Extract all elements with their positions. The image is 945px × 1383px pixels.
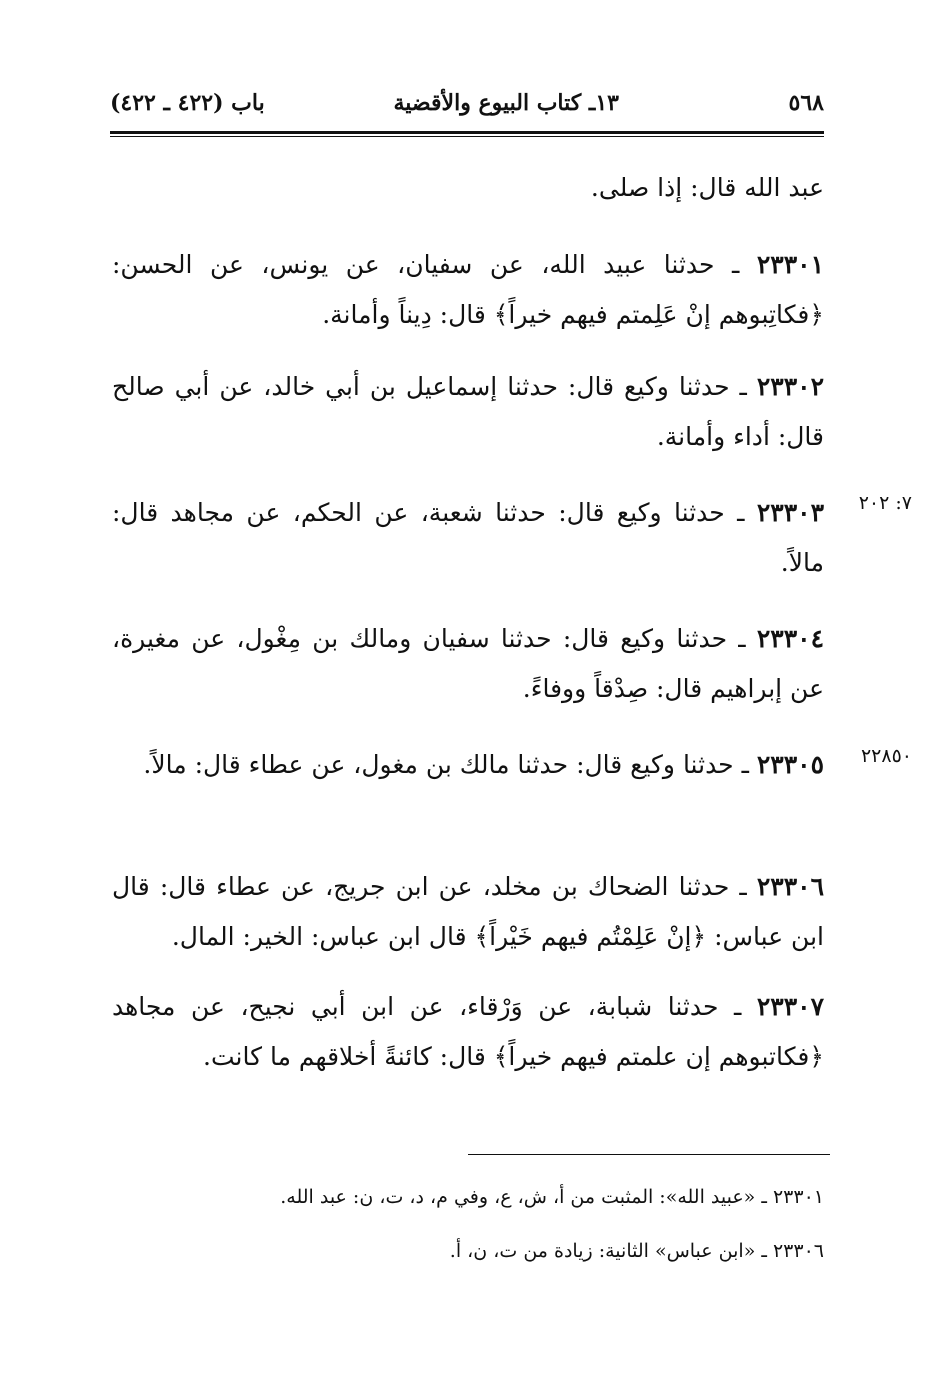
entry-number: ٢٣٣٠٧ <box>756 992 824 1021</box>
entry-23305 <box>112 740 824 790</box>
book-title: ١٣ـ كتاب البيوع والأقضية <box>393 90 619 116</box>
entry-23303 <box>112 488 824 588</box>
footnote-rule <box>468 1154 830 1155</box>
entry-text: ـ حدثنا عبيد الله، عن سفيان، عن يونس، عن الحسن: ﴿فكاتِبوهم إنْ عَلِمتم فيهم خيراً﴾ قال: دِيناً وأمانة. <box>112 250 824 329</box>
entry-number: ٢٣٣٠٤ <box>756 624 824 653</box>
entry-number: ٢٣٣٠١ <box>756 250 824 279</box>
entry-23306 <box>112 862 824 962</box>
page-number: ٥٦٨ <box>788 90 824 116</box>
continuation-line: عبد الله قال: إذا صلى. <box>590 173 824 202</box>
entry-number: ٢٣٣٠٥ <box>756 750 824 779</box>
entry-text: ـ حدثنا وكيع قال: حدثنا شعبة، عن الحكم، عن مجاهد قال: مالاً. <box>112 498 824 577</box>
entry-text: ـ حدثنا شبابة، عن وَرْقاء، عن ابن أبي نجيح، عن مجاهد ﴿فكاتبوهم إن علمتم فيهم خيراً﴾ قال: كائنةً أخلاقهم ما كانت. <box>112 992 824 1071</box>
entry-text: ـ حدثنا وكيع قال: حدثنا إسماعيل بن أبي خالد، عن أبي صالح قال: أداء وأمانة. <box>112 372 824 451</box>
page-header <box>110 84 824 128</box>
header-rule-thin <box>110 136 824 137</box>
footnote: ٢٣٣٠٦ ـ «ابن عباس» الثانية: زيادة من ت، ن، أ. <box>449 1240 824 1262</box>
margin-reference: ٢٢٨٥٠ <box>860 745 912 767</box>
continuation-text <box>112 163 824 213</box>
entry-number: ٢٣٣٠٢ <box>756 372 824 401</box>
margin-reference: ٧: ٢٠٢ <box>858 492 912 514</box>
entry-23302 <box>112 362 824 462</box>
entry-text: ـ حدثنا وكيع قال: حدثنا مالك بن مغول، عن عطاء قال: مالاً. <box>143 750 757 779</box>
chapter-title: باب (٤٢٢ ـ ٤٢٢) <box>110 90 265 116</box>
entry-23304 <box>112 614 824 714</box>
entry-number: ٢٣٣٠٣ <box>756 498 824 527</box>
entry-23301 <box>112 240 824 340</box>
entry-text: ـ حدثنا الضحاك بن مخلد، عن ابن جريج، عن عطاء قال: قال ابن عباس: ﴿إنْ عَلِمْتُم فيهم خَيْراً﴾ قال ابن عباس: الخير: المال. <box>112 872 824 951</box>
footnote: ٢٣٣٠١ ـ «عبيد الله»: المثبت من أ، ش، ع، وفي م، د، ت، ن: عبد الله. <box>280 1186 824 1208</box>
entry-number: ٢٣٣٠٦ <box>756 872 824 901</box>
entry-23307 <box>112 982 824 1082</box>
header-rule <box>110 131 824 134</box>
entry-text: ـ حدثنا وكيع قال: حدثنا سفيان ومالك بن مِغْول، عن مغيرة، عن إبراهيم قال: صِدْقاً ووفاءً. <box>112 624 824 703</box>
